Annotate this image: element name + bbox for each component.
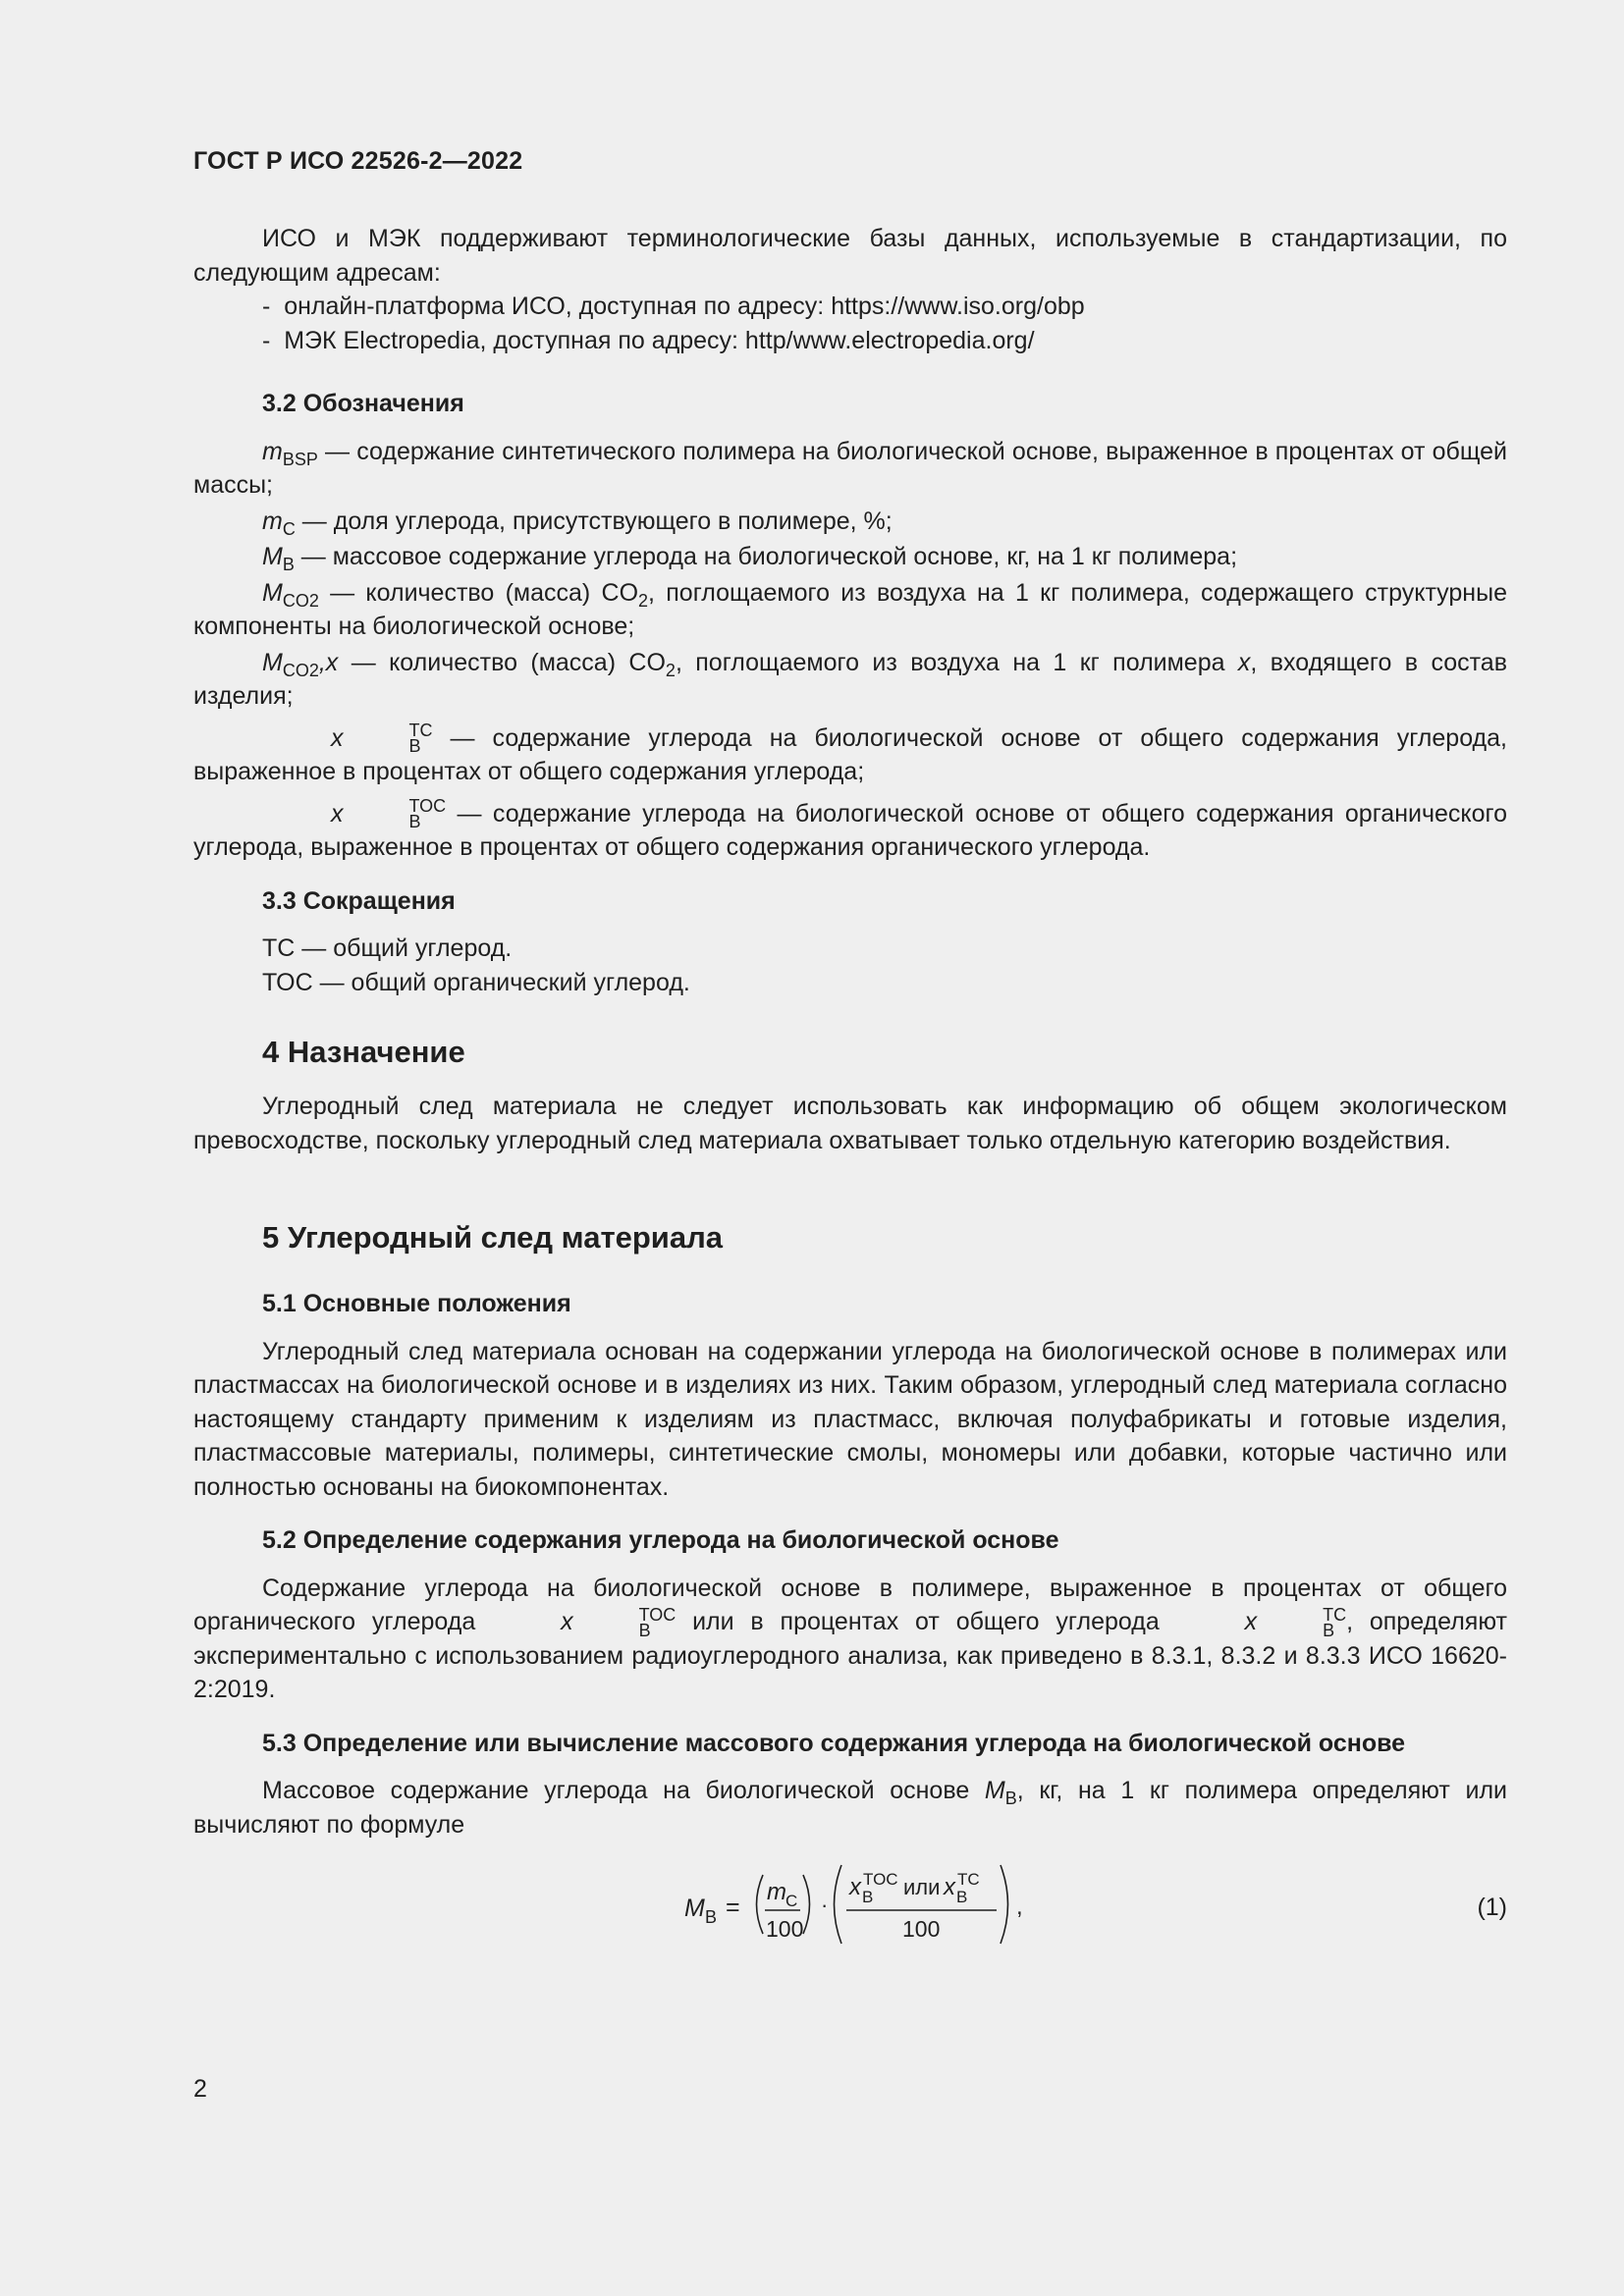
formula-1 — [684, 1855, 1097, 1953]
def-xtc: x TC B — содержание углерода на биологической основе от общего содержания углерода, выраженное в процентах от общего содержания углерода; — [193, 721, 1507, 785]
formula-den-1: 100 — [766, 1916, 804, 1942]
formula-or: или — [903, 1875, 941, 1899]
def-mc: $m_C$ — доля углерода, присутствующего в полимере, %; — [262, 507, 893, 539]
paren-left-2 — [835, 1865, 842, 1944]
formula-comma: , — [1016, 1894, 1023, 1920]
paren-left-1 — [757, 1875, 764, 1934]
def-mco2: $M_{CO2}$ — количество (масса) $CO_2$, поглощаемого из воздуха на 1 кг полимера, содержащего структурные компоненты на биологической основе; — [193, 578, 1507, 640]
formula-x2: x — [944, 1874, 955, 1900]
page-content — [193, 222, 1507, 1963]
formula-x1-sup: TOC — [863, 1870, 898, 1889]
section-5-3-heading: 5.3 Определение или вычисление массового содержания углерода на биологической основе — [262, 1729, 1406, 1757]
formula-lhs: M — [684, 1895, 705, 1922]
section-5-2-heading: 5.2 Определение содержания углерода на биологической основе — [262, 1526, 1059, 1554]
def-xtoc: x TOC B — содержание углерода на биологической основе от общего содержания органического углерода, выраженное в процентах от общего содержания органического углерода. — [193, 796, 1507, 861]
list-item-iec: - МЭК Electropedia, доступная по адресу: http/www.electropedia.org/ — [262, 326, 1035, 354]
section-3-3-heading: 3.3 Сокращения — [262, 886, 456, 915]
def-mbsp: $m_{BSP}$ — содержание синтетического полимера на биологической основе, выраженное в процентах от общей массы; — [193, 437, 1508, 499]
abbr-toc: ТОС — общий органический углерод. — [262, 968, 690, 996]
formula-equals: = — [726, 1894, 740, 1921]
formula-den-2: 100 — [902, 1916, 941, 1942]
formula-lhs-sub: B — [705, 1907, 718, 1927]
formula-dot: · — [821, 1893, 829, 1917]
formula-x2-sub: B — [956, 1888, 968, 1906]
page-number: 2 — [193, 2075, 207, 2103]
formula-num-sub: C — [785, 1892, 798, 1910]
def-mb: $M_B$ — массовое содержание углерода на биологической основе, кг, на 1 кг полимера; — [262, 543, 1238, 574]
list-item-iso: - онлайн-платформа ИСО, доступная по адресу: https://www.iso.org/obp — [262, 293, 1085, 320]
document-header: ГОСТ Р ИСО 22526-2—2022 — [193, 147, 523, 175]
equation-number: (1) — [1477, 1894, 1507, 1921]
formula-x2-sup: TC — [957, 1870, 980, 1889]
section-3-2-heading: 3.2 Обозначения — [262, 390, 464, 417]
paren-right-1 — [803, 1875, 810, 1934]
paren-right-2 — [1001, 1865, 1008, 1944]
formula-x1-sub: B — [862, 1888, 874, 1906]
section-5-3-text: Массовое содержание углерода на биологической основе $M_B$, кг, на 1 кг полимера определяют или вычисляют по формуле — [193, 1777, 1507, 1839]
abbr-tc: ТС — общий углерод. — [262, 934, 513, 962]
formula-x1: x — [849, 1874, 861, 1900]
section-5-1-heading: 5.1 Основные положения — [262, 1290, 571, 1317]
section-5-heading: 5 Углеродный след материала — [262, 1220, 724, 1255]
intro-paragraph: ИСО и МЭК поддерживают терминологические базы данных, используемые в стандартизации, по следующим адресам: — [193, 225, 1507, 287]
formula-num-m: m — [767, 1879, 786, 1905]
section-4-text: Углеродный след материала не следует использовать как информацию об общем экологическом превосходстве, поскольку углеродный след материала охватывает только отдельную категорию воздействия. — [193, 1093, 1507, 1154]
section-5-2-text: Содержание углерода на биологической основе в полимере, выраженное в процентах от общего органического углерода x TOC B или в процентах от общего углерода x TC B , определяют экспериментально с использованием радиоуглеродного анализа, как приведено в 8.3.1, 8.3.2 и 8.3.3 ИСО 16620-2:2019. — [193, 1574, 1507, 1703]
def-mco2x: $M_{CO2},x$ — количество (масса) $CO_2$, поглощаемого из воздуха на 1 кг полимера x, входящего в состав изделия; — [193, 648, 1507, 710]
section-4-heading: 4 Назначение — [262, 1035, 465, 1069]
formula-row — [193, 1855, 1507, 1963]
section-5-1-text: Углеродный след материала основан на содержании углерода на биологической основе в полимерах или пластмассах на биологической основе и в изделиях из них. Таким образом, углеродный след материала согласно настоящему стандарту применим к изделиям из пластмасс, включая полуфабрикаты и готовые изделия, пластмассовые материалы, полимеры, синтетические смолы, мономеры или добавки, которые частично или полностью основаны на биокомпонентах. — [193, 1337, 1507, 1501]
